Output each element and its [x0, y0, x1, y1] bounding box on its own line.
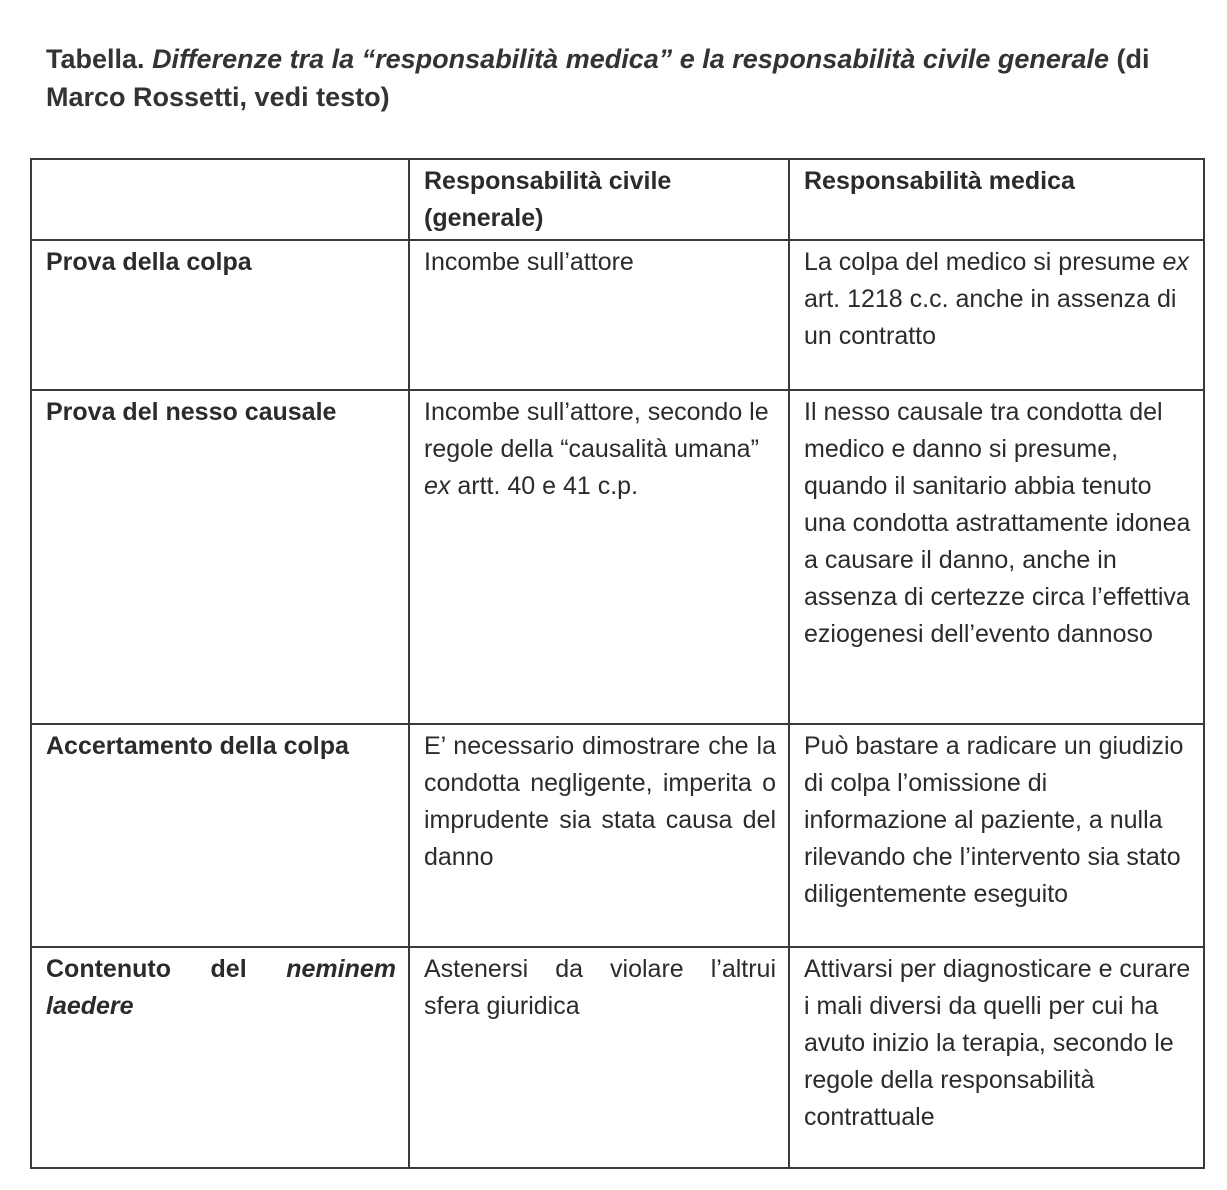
cell-italic: ex [424, 472, 451, 500]
cell-civile: Incombe sull’attore [409, 240, 789, 390]
cell-text: La colpa del medico si presume [804, 248, 1156, 276]
cell-civile: E’ necessario dimostrare che la condotta negligente, imperita o imprudente sia stata causa del danno [409, 724, 789, 947]
table-row [31, 947, 1204, 1168]
header-medica: Responsabilità medica [789, 159, 1204, 240]
cell-text: artt. 40 e 41 c.p. [457, 472, 639, 500]
row-label: Accertamento della colpa [31, 724, 409, 947]
row-label-italic: neminem laedere [46, 955, 396, 1020]
cell-medica: Può bastare a radicare un giudizio di colpa l’omissione di informazione al paziente, a nulla rilevando che l’intervento sia stato diligentemente eseguito [789, 724, 1204, 947]
row-label [31, 947, 409, 1168]
cell-medica [789, 240, 1204, 390]
row-label: Prova della colpa [31, 240, 409, 390]
title-suffix: (di Marco Rossetti, vedi testo) [46, 44, 1150, 112]
header-civile: Responsabilità civile (generale) [409, 159, 789, 240]
table-row [31, 240, 1204, 390]
title-prefix: Tabella. [46, 44, 145, 74]
cell-medica: Attivarsi per diagnosticare e curare i mali diversi da quelli per cui ha avuto inizio la terapia, secondo le regole della responsabilità contrattuale [789, 947, 1204, 1168]
table-row [31, 390, 1204, 724]
table-header-row [31, 159, 1204, 240]
cell-text: art. 1218 c.c. anche in assenza di un contratto [804, 285, 1177, 350]
document-title [46, 40, 1166, 116]
cell-italic: ex [1162, 248, 1189, 276]
cell-civile: Astenersi da violare l’altrui sfera giuridica [409, 947, 789, 1168]
title-italic: Differenze tra la “responsabilità medica” e la responsabilità civile generale [152, 44, 1109, 74]
cell-civile [409, 390, 789, 724]
cell-medica: Il nesso causale tra condotta del medico e danno si presume, quando il sanitario abbia tenuto una condotta astrattamente idonea a causare il danno, anche in assenza di certezze circa l’effettiva eziogenesi dell’evento dannoso [789, 390, 1204, 724]
comparison-table [30, 158, 1205, 1169]
cell-text: Incombe sull’attore, secondo le regole della “causalità umana” [424, 398, 769, 463]
row-label: Prova del nesso causale [31, 390, 409, 724]
row-label-text: Contenuto del [46, 955, 247, 983]
table-row [31, 724, 1204, 947]
header-empty-cell [31, 159, 409, 240]
